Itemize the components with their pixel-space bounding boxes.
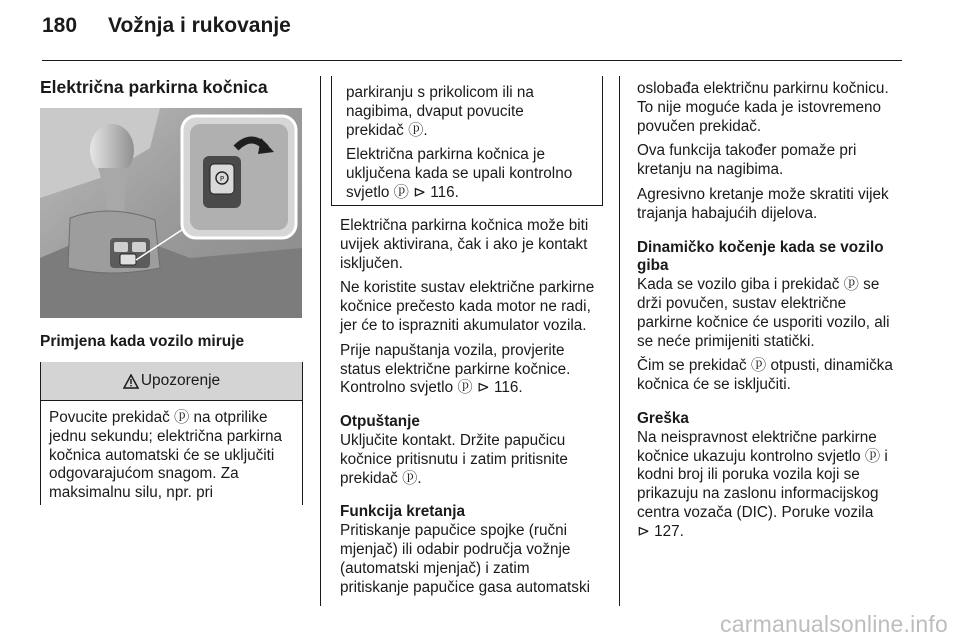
photo-caption: Primjena kada vozilo miruje bbox=[40, 333, 245, 350]
body-line: parkirne kočnice će usporiti vozilo, ali bbox=[637, 313, 890, 331]
warning-cont-line: svjetlo ⓟ ⊳ 116. bbox=[346, 183, 459, 201]
column-divider bbox=[320, 76, 321, 606]
body-line: kočnice ukazuju kontrolno svjetlo ⓟ i bbox=[637, 447, 888, 465]
body-line: Uključite kontakt. Držite papučicu bbox=[340, 431, 566, 449]
body-line: Agresivno kretanje može skratiti vijek bbox=[637, 185, 889, 203]
subheading-fault: Greška bbox=[637, 409, 689, 427]
page-number: 180 bbox=[42, 14, 78, 37]
body-line: (automatski mjenjač) i zatim bbox=[340, 559, 530, 577]
warning-box bbox=[40, 362, 303, 505]
warning-cont-line: prekidač ⓟ. bbox=[346, 121, 428, 139]
subheading-drive-away: Funkcija kretanja bbox=[340, 503, 465, 521]
body-line: pritiskanje papučice gasa automatski bbox=[340, 578, 590, 596]
warning-line: jednu sekundu; električna parkirna bbox=[49, 427, 282, 445]
warning-header bbox=[41, 362, 302, 401]
body-line: Ne koristite sustav električne parkirne bbox=[340, 279, 595, 297]
body-line: se neće primijeniti statički. bbox=[637, 332, 815, 350]
body-line: jer će to isprazniti akumulator vozila. bbox=[340, 316, 587, 334]
body-line: mjenjač) ili odabir područja vožnje bbox=[340, 540, 571, 558]
body-line: status električne parkirne kočnice. bbox=[340, 360, 571, 378]
body-line: kočnice prečesto kada motor ne radi, bbox=[340, 298, 591, 316]
body-line: ⊳ 127. bbox=[637, 522, 684, 540]
body-line: prikazuju na zaslonu informacijskog bbox=[637, 485, 879, 503]
warning-triangle-icon bbox=[123, 374, 139, 389]
body-line: isključen. bbox=[340, 254, 403, 272]
warning-line: Povucite prekidač ⓟ na otprilike bbox=[49, 409, 268, 426]
warning-line: kočnica automatski će se uključiti bbox=[49, 446, 275, 464]
column-divider bbox=[619, 76, 620, 606]
body-line: kodni broj ili poruka vozila koji se bbox=[637, 466, 860, 484]
body-line: Na neispravnost električne parkirne bbox=[637, 428, 877, 446]
warning-line: odgovarajućom snagom. Za bbox=[49, 465, 239, 483]
warning-cont-line: nagibima, dvaput povucite bbox=[346, 102, 524, 120]
svg-text:P: P bbox=[219, 175, 225, 183]
body-line: Električna parkirna kočnica može biti bbox=[340, 217, 589, 234]
body-line: Prije napuštanja vozila, provjerite bbox=[340, 341, 565, 359]
body-line: oslobađa električnu parkirnu kočnicu. bbox=[637, 80, 889, 97]
subheading-dynamic-braking: Dinamičko kočenje kada se vozilo bbox=[637, 238, 884, 256]
warning-cont-line: Električna parkirna kočnica je bbox=[346, 146, 545, 164]
body-line: kočnice pritisnutu i zatim pritisnite bbox=[340, 450, 568, 468]
body-line: Kontrolno svjetlo ⓟ ⊳ 116. bbox=[340, 379, 523, 397]
warning-line: maksimalnu silu, npr. pri bbox=[49, 484, 214, 502]
watermark: carmanualsonline.info bbox=[720, 611, 948, 637]
warning-cont-line: uključena kada se upali kontrolno bbox=[346, 165, 573, 183]
subheading-dynamic-braking: giba bbox=[637, 257, 669, 275]
body-line: centra vozača (DIC). Poruke vozila bbox=[637, 503, 874, 521]
body-line: kočnica će se isključiti. bbox=[637, 376, 791, 394]
body-line: Čim se prekidač ⓟ otpusti, dinamička bbox=[637, 357, 893, 375]
header-rule bbox=[42, 60, 902, 61]
body-line: Pritiskanje papučice spojke (ručni bbox=[340, 522, 568, 540]
body-line: povučen prekidač. bbox=[637, 117, 762, 135]
body-line: Ova funkcija također pomaže pri bbox=[637, 142, 857, 160]
page-header-title: Vožnja i rukovanje bbox=[108, 14, 291, 37]
warning-label: Upozorenje bbox=[140, 372, 221, 389]
body-line: To nije moguće kada je istovremeno bbox=[637, 98, 882, 116]
body-line: drži povučen, sustav električne bbox=[637, 294, 847, 312]
body-line: prekidač ⓟ. bbox=[340, 469, 422, 487]
parking-brake-switch-photo bbox=[40, 108, 302, 318]
body-line: Kada se vozilo giba i prekidač ⓟ se bbox=[637, 276, 880, 294]
body-line: uvijek aktivirana, čak i ako je kontakt bbox=[340, 235, 588, 253]
body-line: trajanja habajućih dijelova. bbox=[637, 204, 818, 222]
warning-cont-line: parkiranju s prikolicom ili na bbox=[346, 84, 534, 101]
body-line: kretanju na nagibima. bbox=[637, 161, 784, 179]
subheading-release: Otpuštanje bbox=[340, 413, 420, 431]
section-title: Električna parkirna kočnica bbox=[40, 77, 268, 97]
